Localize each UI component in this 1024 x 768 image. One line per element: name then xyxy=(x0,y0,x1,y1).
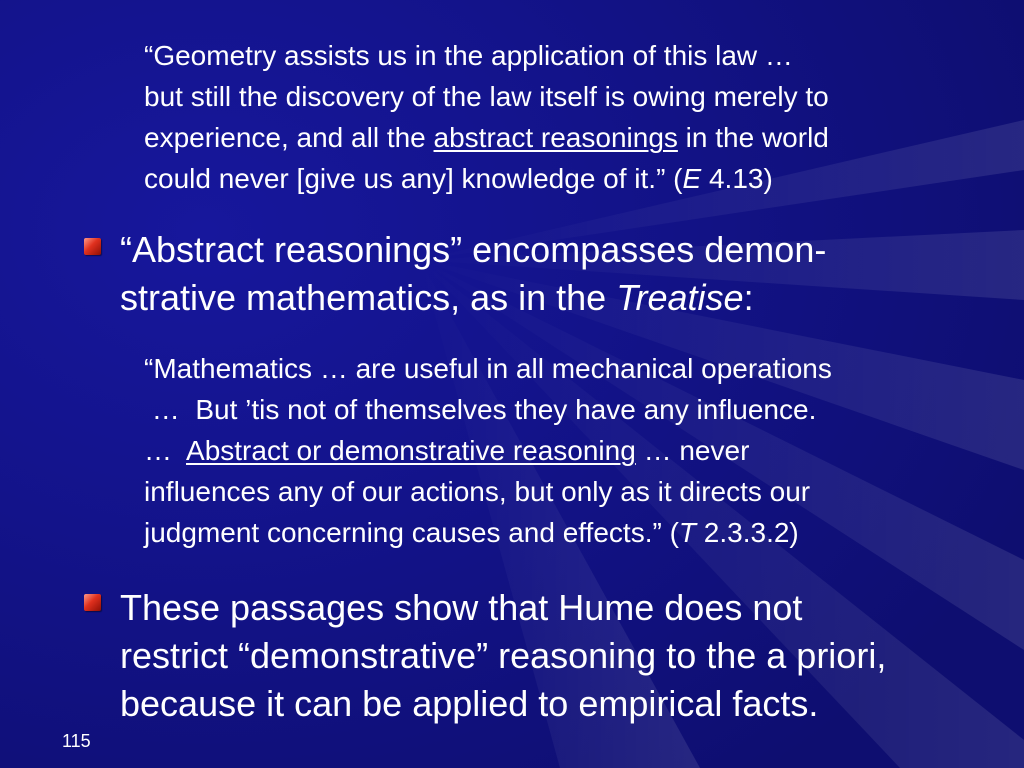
quote-mathematics xyxy=(144,348,832,553)
quote-geometry-line-3 xyxy=(144,117,829,158)
bullet-hume-demonstrative-line-1: These passages show that Hume does not xyxy=(120,587,803,628)
quote-mathematics-line-5-start: judgment concerning causes and effects.” ( xyxy=(144,517,679,548)
bullet-abstract-reasonings-line-2 xyxy=(120,274,826,322)
quote-geometry-line-3-start: experience, and all the xyxy=(144,122,434,153)
quote-mathematics-line-3 xyxy=(144,430,832,471)
bullet-abstract-reasonings-line-2-end: : xyxy=(743,277,754,318)
quote-mathematics-line-5 xyxy=(144,512,832,553)
bullet-hume-demonstrative-line-3: because it can be applied to empirical facts. xyxy=(120,683,819,724)
quote-geometry-line-4 xyxy=(144,158,829,199)
quote-geometry-line-4-start: could never [give us any] knowledge of it.” ( xyxy=(144,163,683,194)
bullet-abstract-reasonings xyxy=(120,226,826,322)
citation-t: T xyxy=(678,517,697,548)
quote-mathematics-line-1: “Mathematics … are useful in all mechanical operations xyxy=(144,353,832,384)
quote-geometry-line-3-end: in the world xyxy=(677,122,829,153)
quote-mathematics-line-3-start: … xyxy=(144,435,187,466)
quote-geometry xyxy=(144,35,829,199)
quote-geometry-line-1: “Geometry assists us in the application of this law … xyxy=(144,40,793,71)
quote-geometry-line-2: but still the discovery of the law itself is owing merely to xyxy=(144,81,829,112)
bullet-hume-demonstrative-line-2: restrict “demonstrative” reasoning to the a priori, xyxy=(120,635,887,676)
quote-mathematics-line-3-end: … never xyxy=(635,435,750,466)
underlined-abstract-demonstrative-reasoning: Abstract or demonstrative reasoning xyxy=(186,435,636,466)
treatise-title: Treatise xyxy=(616,277,744,318)
underlined-abstract-reasonings: abstract reasonings xyxy=(433,122,678,153)
bullet-marker-icon xyxy=(84,594,101,611)
citation-e: E xyxy=(682,163,702,194)
quote-mathematics-line-2: … But ’tis not of themselves they have any influence. xyxy=(144,394,817,425)
bullet-marker-icon xyxy=(84,238,101,255)
bullet-abstract-reasonings-line-2-start: strative mathematics, as in the xyxy=(120,277,617,318)
page-number: 115 xyxy=(62,731,91,751)
quote-mathematics-line-4: influences any of our actions, but only as it directs our xyxy=(144,476,811,507)
bullet-abstract-reasonings-line-1: “Abstract reasonings” encompasses demon- xyxy=(120,229,827,270)
bullet-hume-demonstrative xyxy=(120,584,886,728)
quote-geometry-line-4-end: 4.13) xyxy=(701,163,773,194)
quote-mathematics-line-5-end: 2.3.3.2) xyxy=(696,517,799,548)
